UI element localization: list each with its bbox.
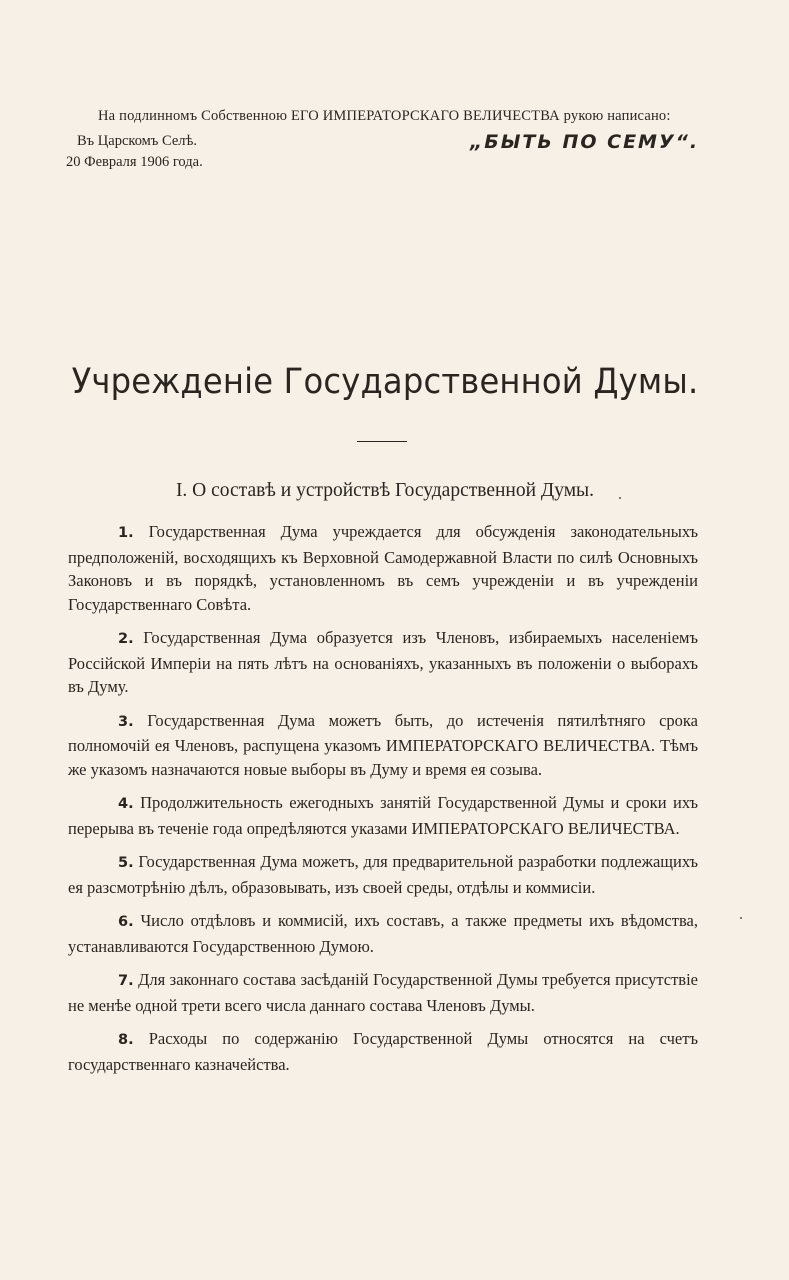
article-8	[68, 1027, 698, 1076]
article-text: Государственная Дума можетъ быть, до истеченія пятилѣтняго срока полномочій ея Членовъ, распущена указомъ ИМПЕРАТОРСКАГО ВЕЛИЧЕСТВА. Тѣмъ же указомъ назначаются новые выборы въ Думу и время ея созыва.	[68, 710, 698, 779]
article-text: Для законнаго состава засѣданій Государственной Думы требуется присутствіе не менѣе одной трети всего числа даннаго состава Членовъ Думы.	[68, 970, 698, 1015]
article-7	[68, 968, 698, 1017]
print-speck	[619, 497, 621, 499]
article-5	[68, 850, 698, 899]
article-text: Государственная Дума образуется изъ Членовъ, избираемыхъ населеніемъ Россійской Имперіи на пять лѣтъ на основаніяхъ, указанныхъ въ положеніи о выборахъ въ Думу.	[68, 628, 698, 696]
article-text: Число отдѣловъ и коммисій, ихъ составъ, а также предметы ихъ вѣдомства, устанавливаются Государственною Думою.	[68, 911, 698, 956]
article-text: Государственная Дума учреждается для обсужденія законодательныхъ предположеній, восходящихъ къ Верховной Самодержавной Власти по силѣ Основныхъ Законовъ и въ порядкѣ, установленномъ въ семъ учрежденіи и въ учрежденіи Государственнаго Совѣта.	[68, 522, 698, 614]
date-line: 20 Февраля 1906 года.	[66, 154, 203, 170]
article-6	[68, 909, 698, 958]
article-number: 6.	[118, 914, 134, 930]
article-number: 1.	[118, 525, 134, 541]
article-2	[68, 626, 698, 699]
article-number: 2.	[118, 631, 134, 647]
article-1	[68, 520, 698, 616]
article-text: Расходы по содержанію Государственной Думы относятся на счетъ государственнаго казначейства.	[68, 1029, 698, 1074]
article-text: Государственная Дума можетъ, для предварительной разработки подлежащихъ ея разсмотрѣнію дѣлъ, образовывать, изъ своей среды, отдѣлы и коммисіи.	[68, 852, 698, 897]
articles-list	[68, 520, 698, 1086]
article-4	[68, 791, 698, 840]
section-heading: I. О составѣ и устройствѣ Государственной Думы.	[175, 480, 595, 501]
article-number: 7.	[118, 973, 134, 989]
imperial-note: На подлинномъ Собственною ЕГО ИМПЕРАТОРСКАГО ВЕЛИЧЕСТВА рукою написано:	[98, 108, 671, 124]
article-number: 3.	[118, 713, 134, 730]
article-number: 4.	[118, 796, 134, 812]
document-title: Учрежденіе Государственной Думы.	[71, 362, 699, 402]
article-3	[68, 709, 698, 782]
print-speck	[740, 917, 742, 919]
article-number: 5.	[118, 855, 134, 871]
imperial-resolution: „БЫТЬ ПО СЕМУ“.	[470, 131, 700, 153]
title-divider	[357, 441, 407, 442]
article-number: 8.	[118, 1032, 134, 1048]
place-line: Въ Царскомъ Селѣ.	[77, 133, 197, 149]
article-text: Продолжительность ежегодныхъ занятій Государственной Думы и сроки ихъ перерыва въ теченіе года опредѣляются указами ИМПЕРАТОРСКАГО ВЕЛИЧЕСТВА.	[68, 793, 698, 838]
